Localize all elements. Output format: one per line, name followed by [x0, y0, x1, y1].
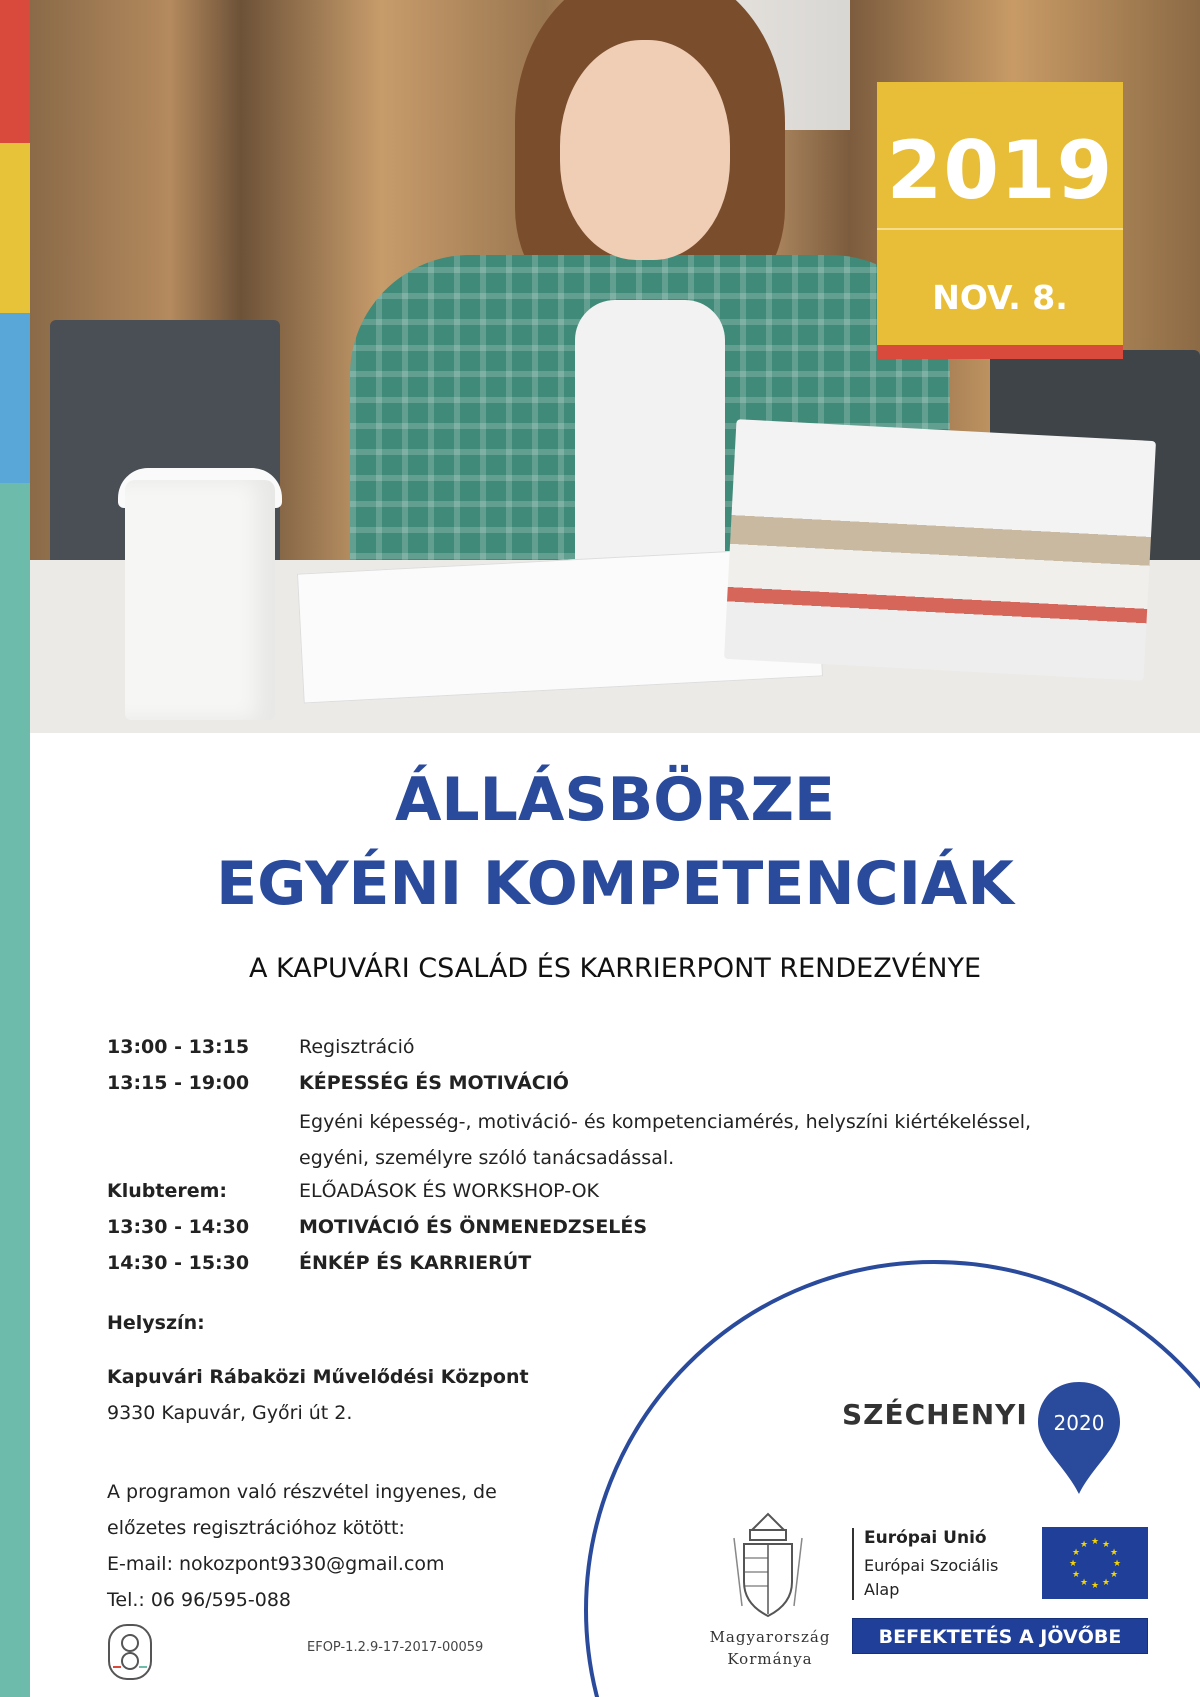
eu-line-3: Alap [864, 1580, 900, 1599]
schedule-desc: Regisztráció [299, 1036, 415, 1058]
svg-text:★: ★ [1090, 1581, 1100, 1591]
contact-phone[interactable]: Tel.: 06 96/595-088 [107, 1589, 292, 1611]
venue-label: Helyszín: [107, 1312, 205, 1334]
schedule-row [107, 1108, 1107, 1180]
date-day: NOV. 8. [932, 278, 1068, 317]
schedule-time: 13:00 - 13:15 [107, 1036, 250, 1058]
color-strip-red [0, 0, 30, 143]
schedule-row [107, 1036, 1107, 1072]
svg-text:★: ★ [1071, 1570, 1081, 1580]
szechenyi-text: SZÉCHENYI [842, 1398, 1028, 1431]
schedule-row [107, 1216, 1107, 1252]
svg-text:★: ★ [1079, 1578, 1089, 1588]
hungarian-coat-of-arms-icon [728, 1510, 808, 1620]
venue-name: Kapuvári Rábaközi Művelődési Központ [107, 1366, 529, 1388]
eu-divider [852, 1528, 854, 1600]
contact-email[interactable]: E-mail: nokozpont9330@gmail.com [107, 1553, 445, 1575]
svg-text:★: ★ [1112, 1559, 1122, 1569]
color-strip-yellow [0, 143, 30, 313]
venue-address: 9330 Kapuvár, Győri út 2. [107, 1402, 353, 1424]
date-year: 2019 [886, 124, 1114, 217]
info-line-2: előzetes regisztrációhoz kötött: [107, 1517, 405, 1539]
schedule-row [107, 1180, 1107, 1216]
eu-line-1: Európai Unió [864, 1528, 987, 1548]
title-line-1: ÁLLÁSBÖRZE [395, 765, 835, 835]
photo-face [560, 40, 730, 260]
government-line-1: Magyarország [709, 1628, 831, 1646]
color-strip-blue [0, 313, 30, 483]
svg-text:★: ★ [1068, 1559, 1078, 1569]
color-strip-teal [0, 483, 30, 1697]
registration-info [107, 1474, 497, 1618]
title-line-2: EGYÉNI KOMPETENCIÁK [216, 849, 1014, 919]
schedule-desc: KÉPESSÉG ÉS MOTIVÁCIÓ [299, 1072, 569, 1094]
schedule-time: 13:15 - 19:00 [107, 1072, 250, 1094]
schedule-time: 14:30 - 15:30 [107, 1252, 250, 1274]
schedule-time: Klubterem: [107, 1180, 227, 1202]
schedule-desc: MOTIVÁCIÓ ÉS ÖNMENEDZSELÉS [299, 1216, 648, 1238]
szechenyi-year: 2020 [1053, 1411, 1105, 1435]
subtitle: A KAPUVÁRI CSALÁD ÉS KARRIERPONT RENDEZVÉNYE [248, 953, 982, 984]
schedule [107, 1036, 1107, 1288]
schedule-desc: ELŐADÁSOK ÉS WORKSHOP-OK [299, 1180, 600, 1202]
szechenyi-pin-icon [1034, 1378, 1124, 1498]
project-code: EFOP-1.2.9-17-2017-00059 [307, 1640, 484, 1655]
svg-text:★: ★ [1109, 1570, 1119, 1580]
info-line-1: A programon való részvétel ingyenes, de [107, 1481, 497, 1503]
svg-text:★: ★ [1109, 1548, 1119, 1558]
date-divider [877, 228, 1123, 230]
schedule-desc: Egyéni képesség-, motiváció- és kompetenciamérés, helyszíni kiértékeléssel, egyéni, személyre szóló tanácsadással. [299, 1111, 1032, 1169]
date-box [877, 82, 1123, 359]
government-name [680, 1626, 860, 1670]
svg-text:★: ★ [1079, 1540, 1089, 1550]
date-red-bar [877, 345, 1123, 359]
karrierpont-emblem-icon [107, 1623, 153, 1681]
government-line-2: Kormánya [727, 1650, 813, 1668]
svg-text:★: ★ [1101, 1578, 1111, 1588]
photo-tshirt [575, 300, 725, 570]
eu-line-2: Európai Szociális [864, 1556, 999, 1575]
schedule-time: 13:30 - 14:30 [107, 1216, 250, 1238]
svg-text:★: ★ [1071, 1548, 1081, 1558]
svg-text:★: ★ [1101, 1540, 1111, 1550]
photo-coffee-cup [125, 480, 275, 720]
eu-flag-icon [1042, 1527, 1148, 1599]
invest-in-future-banner: BEFEKTETÉS A JÖVŐBE [852, 1618, 1148, 1654]
schedule-row [107, 1072, 1107, 1108]
schedule-desc: ÉNKÉP ÉS KARRIERÚT [299, 1252, 532, 1274]
photo-books-stack [724, 419, 1156, 681]
svg-text:★: ★ [1090, 1537, 1100, 1547]
